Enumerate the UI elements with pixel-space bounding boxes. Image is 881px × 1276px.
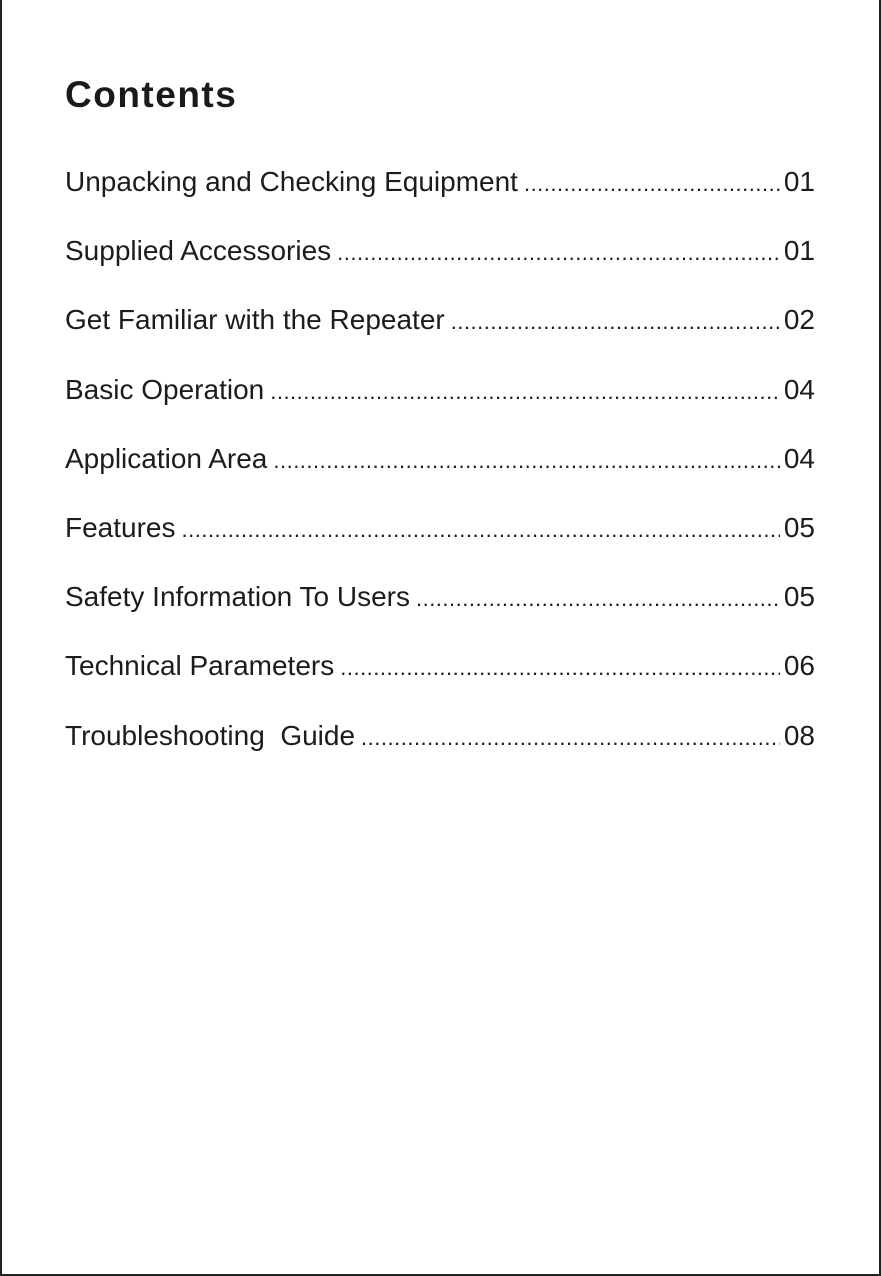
toc-entry[interactable] [65, 442, 815, 511]
toc-entry-page: 01 [783, 166, 815, 197]
toc-entry[interactable] [65, 303, 815, 372]
toc-entry[interactable] [65, 165, 815, 234]
toc-entry[interactable] [65, 234, 815, 303]
toc-entry[interactable] [65, 719, 815, 788]
toc-entry-label: Features [65, 511, 176, 543]
toc-dot-leader [451, 309, 780, 335]
toc-entry[interactable] [65, 580, 815, 649]
toc-dot-leader [361, 725, 780, 751]
page-title: Contents [65, 74, 238, 115]
toc-entry-page: 05 [783, 581, 815, 613]
toc-entry[interactable] [65, 373, 815, 442]
toc-dot-leader [416, 586, 780, 612]
toc-entry-page: 04 [783, 442, 815, 474]
toc-entry-label: Unpacking and Checking Equipment [65, 166, 518, 197]
toc-entry-page: 05 [783, 511, 815, 543]
toc-entry-page: 04 [783, 373, 815, 405]
toc-entry[interactable] [65, 649, 815, 718]
toc-entry-label: Supplied Accessories [65, 235, 332, 267]
toc-entry-page: 02 [783, 304, 815, 336]
toc-dot-leader [337, 240, 780, 266]
toc-entry-label: Safety Information To Users [65, 581, 410, 613]
toc-entry-page: 06 [783, 650, 815, 682]
toc-dot-leader [270, 379, 780, 405]
toc-dot-leader [340, 655, 780, 681]
toc-entry-label: Application Area [65, 442, 268, 474]
toc-entry-label: Technical Parameters [65, 650, 335, 682]
table-of-contents [65, 165, 815, 788]
toc-entry-page: 08 [783, 719, 815, 751]
toc-entry-label: Troubleshooting Guide [65, 719, 356, 751]
toc-entry[interactable] [65, 511, 815, 580]
toc-dot-leader [182, 517, 780, 543]
toc-entry-label: Basic Operation [65, 373, 265, 405]
toc-entry-label: Get Familiar with the Repeater [65, 304, 445, 336]
toc-entry-page: 01 [783, 235, 815, 267]
toc-dot-leader [524, 171, 780, 197]
toc-dot-leader [273, 448, 779, 474]
